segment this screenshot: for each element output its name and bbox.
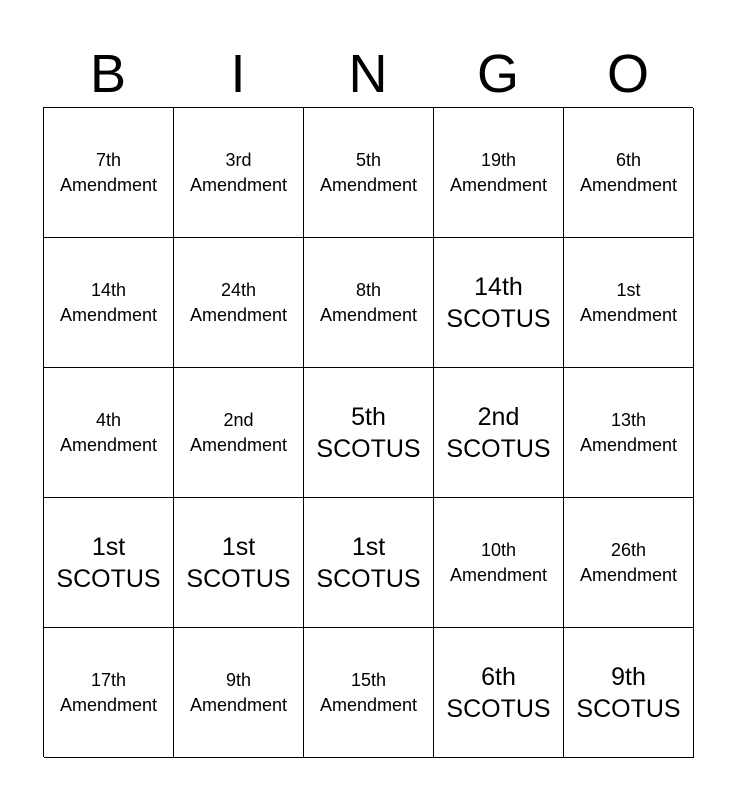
bingo-cell-r3-c4[interactable] bbox=[434, 368, 564, 498]
cell-line-1: 15th bbox=[350, 669, 387, 690]
cell-line-2: SCOTUS bbox=[316, 564, 421, 593]
cell-line-2: Amendment bbox=[579, 434, 678, 455]
cell-line-1: 5th bbox=[355, 149, 382, 170]
bingo-cell-r1-c3[interactable] bbox=[304, 108, 434, 238]
cell-line-2: Amendment bbox=[449, 564, 548, 585]
cell-line-2: Amendment bbox=[59, 304, 158, 325]
cell-line-2: SCOTUS bbox=[446, 434, 551, 463]
cell-line-1: 7th bbox=[95, 149, 122, 170]
bingo-header bbox=[43, 40, 693, 108]
bingo-cell-r3-c5[interactable] bbox=[564, 368, 694, 498]
cell-line-1: 9th bbox=[611, 662, 646, 691]
bingo-grid bbox=[43, 107, 693, 757]
cell-line-2: Amendment bbox=[579, 174, 678, 195]
bingo-cell-r5-c3[interactable] bbox=[304, 628, 434, 758]
bingo-cell-r5-c4[interactable] bbox=[434, 628, 564, 758]
bingo-cell-r3-c1[interactable] bbox=[44, 368, 174, 498]
cell-line-2: Amendment bbox=[189, 434, 288, 455]
bingo-cell-r4-c3[interactable] bbox=[304, 498, 434, 628]
cell-line-2: Amendment bbox=[59, 434, 158, 455]
header-letter-o: O bbox=[606, 44, 649, 104]
cell-line-1: 24th bbox=[220, 279, 257, 300]
header-letter-n: N bbox=[348, 44, 388, 104]
cell-line-2: Amendment bbox=[319, 174, 418, 195]
cell-line-1: 1st bbox=[351, 532, 386, 561]
cell-line-1: 10th bbox=[480, 539, 517, 560]
bingo-cell-r2-c3[interactable] bbox=[304, 238, 434, 368]
cell-line-2: Amendment bbox=[189, 174, 288, 195]
cell-line-2: SCOTUS bbox=[316, 434, 421, 463]
cell-line-1: 1st bbox=[616, 279, 641, 300]
cell-line-1: 14th bbox=[90, 279, 127, 300]
cell-line-1: 19th bbox=[480, 149, 517, 170]
cell-line-1: 3rd bbox=[225, 149, 252, 170]
cell-line-1: 26th bbox=[610, 539, 647, 560]
cell-line-1: 5th bbox=[351, 402, 386, 431]
cell-line-1: 1st bbox=[91, 532, 126, 561]
bingo-cell-r2-c5[interactable] bbox=[564, 238, 694, 368]
cell-line-2: Amendment bbox=[579, 564, 678, 585]
cell-line-1: 8th bbox=[355, 279, 382, 300]
cell-line-2: SCOTUS bbox=[446, 304, 551, 333]
cell-line-1: 6th bbox=[481, 662, 516, 691]
bingo-cell-r2-c2[interactable] bbox=[174, 238, 304, 368]
cell-line-1: 6th bbox=[615, 149, 642, 170]
bingo-cell-r2-c1[interactable] bbox=[44, 238, 174, 368]
bingo-cell-r1-c5[interactable] bbox=[564, 108, 694, 238]
cell-line-2: Amendment bbox=[319, 694, 418, 715]
bingo-cell-r5-c1[interactable] bbox=[44, 628, 174, 758]
bingo-cell-r3-c3[interactable] bbox=[304, 368, 434, 498]
cell-line-2: SCOTUS bbox=[446, 694, 551, 723]
cell-line-1: 9th bbox=[225, 669, 252, 690]
cell-line-2: SCOTUS bbox=[56, 564, 161, 593]
bingo-cell-r4-c4[interactable] bbox=[434, 498, 564, 628]
cell-line-1: 4th bbox=[95, 409, 122, 430]
bingo-cell-r5-c5[interactable] bbox=[564, 628, 694, 758]
bingo-cell-r4-c2[interactable] bbox=[174, 498, 304, 628]
cell-line-2: Amendment bbox=[59, 694, 158, 715]
cell-line-1: 13th bbox=[610, 409, 647, 430]
cell-line-2: Amendment bbox=[319, 304, 418, 325]
cell-line-1: 1st bbox=[221, 532, 256, 561]
cell-line-2: Amendment bbox=[449, 174, 548, 195]
cell-line-2: Amendment bbox=[189, 304, 288, 325]
bingo-cell-r1-c4[interactable] bbox=[434, 108, 564, 238]
cell-line-1: 17th bbox=[90, 669, 127, 690]
bingo-cell-r5-c2[interactable] bbox=[174, 628, 304, 758]
bingo-cell-r3-c2[interactable] bbox=[174, 368, 304, 498]
header-letter-b: B bbox=[89, 44, 127, 104]
cell-line-1: 14th bbox=[474, 272, 523, 301]
cell-line-2: Amendment bbox=[579, 304, 678, 325]
cell-line-1: 2nd bbox=[223, 409, 254, 430]
bingo-cell-r4-c1[interactable] bbox=[44, 498, 174, 628]
bingo-cell-r1-c2[interactable] bbox=[174, 108, 304, 238]
cell-line-2: Amendment bbox=[189, 694, 288, 715]
header-letter-g: G bbox=[476, 44, 519, 104]
bingo-cell-r4-c5[interactable] bbox=[564, 498, 694, 628]
cell-line-2: Amendment bbox=[59, 174, 158, 195]
bingo-cell-r2-c4[interactable] bbox=[434, 238, 564, 368]
header-letter-i: I bbox=[230, 44, 246, 104]
cell-line-2: SCOTUS bbox=[186, 564, 291, 593]
cell-line-2: SCOTUS bbox=[576, 694, 681, 723]
cell-line-1: 2nd bbox=[477, 402, 520, 431]
bingo-cell-r1-c1[interactable] bbox=[44, 108, 174, 238]
